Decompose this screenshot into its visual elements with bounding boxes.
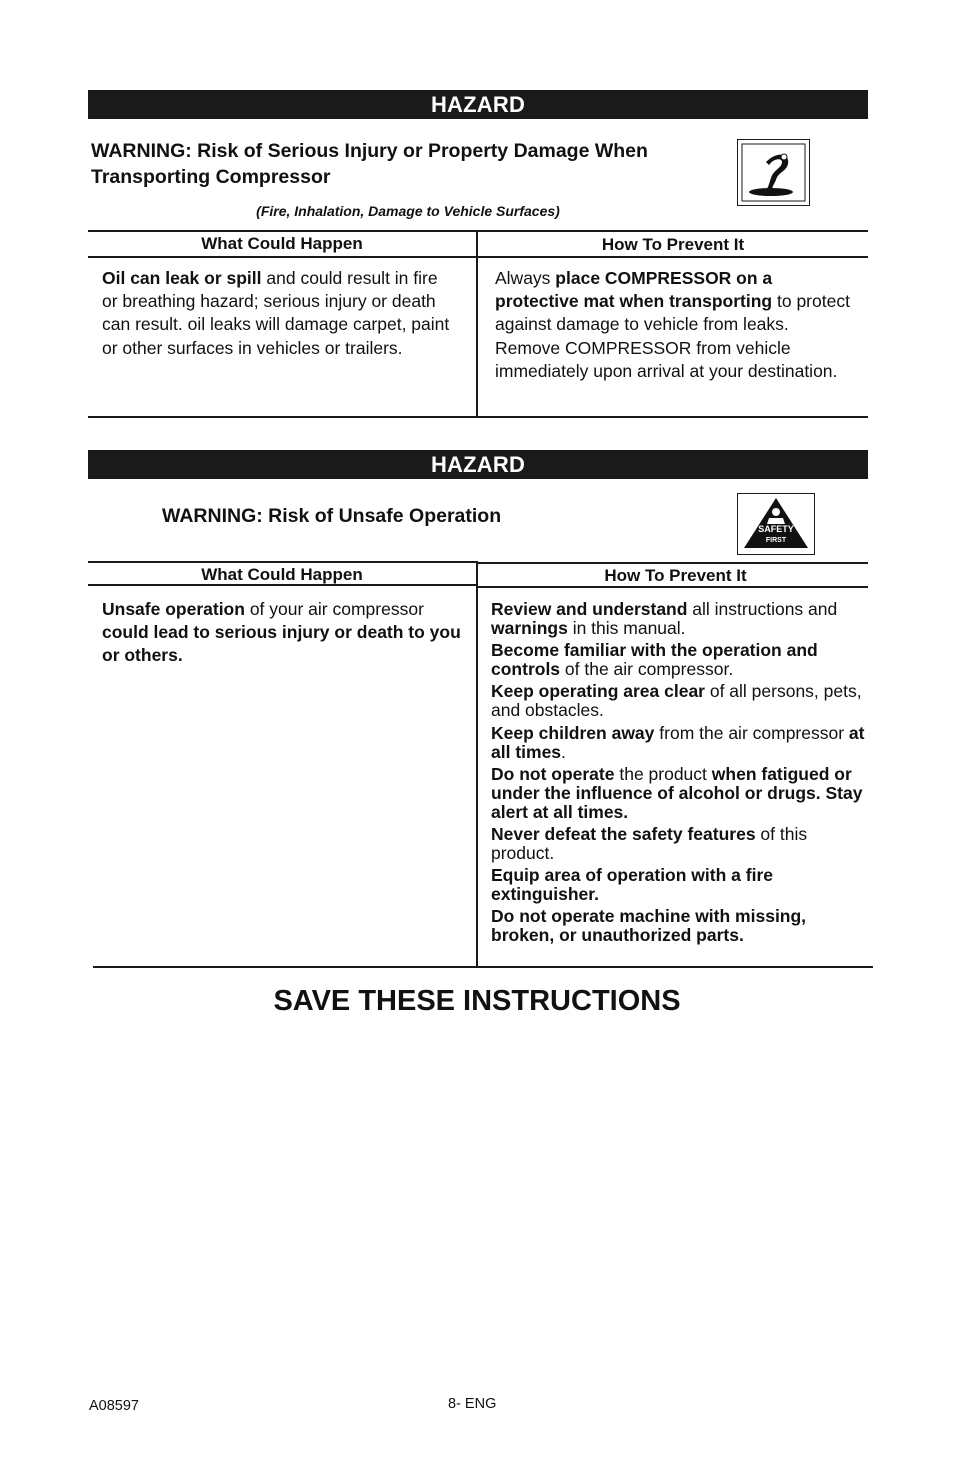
prevention-item-4-run-1: the product — [614, 763, 712, 784]
prevention-item — [491, 765, 866, 822]
table2-what-text-run-1: of your air compressor — [244, 599, 424, 619]
save-instructions-heading: SAVE THESE INSTRUCTIONS — [273, 985, 681, 1017]
prevention-item-1-run-0: Become familiar with the operation and controls — [491, 640, 818, 680]
safety-icon-text-1: SAFETY — [758, 524, 794, 534]
prevention-item — [491, 724, 866, 762]
table2-divider — [476, 561, 478, 968]
oil-spill-icon — [737, 139, 810, 206]
prevention-item — [491, 907, 866, 945]
hazard-subnote-1: (Fire, Inhalation, Damage to Vehicle Surfaces) — [256, 203, 560, 219]
table1-how-text-run-2: to protect against damage to vehicle from leaks. Remove COMPRESSOR from vehicle immediately upon arrival at your destination. — [495, 291, 850, 381]
table2-what-text-run-0: Unsafe operation — [102, 599, 245, 619]
prevention-item-5-run-0: Never defeat the safety features — [491, 823, 756, 844]
prevention-item-3-run-3: . — [561, 741, 566, 762]
table1-top-rule — [88, 230, 868, 232]
table2-how-list — [491, 600, 866, 949]
prevention-item — [491, 600, 866, 638]
warning-heading-1-line1: WARNING: Risk of Serious Injury or Property Damage When — [91, 140, 648, 162]
table1-head-rule — [88, 256, 868, 258]
prevention-item — [491, 825, 866, 863]
safety-icon-text-2: FIRST — [765, 537, 787, 544]
table1-col-what: What Could Happen — [201, 234, 363, 253]
prevention-item-4-run-0: Do not operate — [491, 763, 615, 784]
table2-head-rule-left — [88, 584, 478, 586]
prevention-item-3-run-2: at all times — [491, 722, 865, 762]
table2-top-rule-right — [478, 562, 868, 564]
prevention-item — [491, 682, 866, 720]
table1-col-how: How To Prevent It — [601, 235, 745, 254]
table2-what-text — [102, 599, 461, 665]
prevention-item-0-run-3: in this manual. — [567, 618, 686, 638]
prevention-item-2-run-1: of all persons, pets, and obstacles. — [491, 681, 862, 721]
hazard-banner-2: HAZARD — [88, 450, 868, 479]
table2-col-what: What Could Happen — [201, 565, 363, 584]
prevention-item-7-run-0: Do not operate machine with missing, broken, or unauthorized parts. — [491, 906, 807, 946]
table1-what-cell — [102, 267, 452, 360]
prevention-item-1-run-1: of the air compressor. — [560, 659, 734, 680]
prevention-item-5-run-1: of this product. — [491, 823, 808, 863]
warning-heading-1 — [91, 138, 731, 190]
prevention-item-3-run-1: from the air compressor — [654, 722, 849, 743]
table2-head-rule-right — [478, 586, 868, 588]
table1-how-text — [495, 268, 850, 381]
prevention-item-0-run-2: warnings — [491, 618, 568, 638]
table1-divider — [476, 230, 478, 418]
prevention-item-2-run-0: Keep operating area clear — [491, 681, 705, 702]
hazard-banner-1: HAZARD — [88, 90, 868, 119]
table1-what-text — [102, 268, 449, 358]
prevention-item — [491, 866, 866, 904]
table1-how-text-run-0: Always — [495, 268, 556, 288]
table2-top-rule-left — [88, 561, 478, 563]
table1-how-text-run-1: place COMPRESSOR on a protective mat when transporting — [495, 268, 773, 312]
warning-heading-2: WARNING: Risk of Unsafe Operation — [162, 505, 502, 527]
table2-what-cell — [102, 598, 467, 668]
table2-bottom-rule — [93, 966, 873, 968]
prevention-item-6-run-0: Equip area of operation with a fire extinguisher. — [491, 865, 773, 905]
prevention-item-0-run-0: Review and understand — [491, 599, 688, 619]
table1-what-text-run-1: and could result in fire or breathing hazard; serious injury or death can result. oil leaks will damage carpet, paint or other surfaces in vehicles or trailers. — [102, 268, 450, 358]
prevention-item-0-run-1: all instructions and — [687, 599, 838, 619]
safety-first-icon — [737, 493, 815, 555]
table1-what-text-run-0: Oil can leak or spill — [102, 268, 262, 288]
warning-heading-1-line2: Transporting Compressor — [91, 166, 331, 188]
table1-bottom-rule — [88, 416, 868, 418]
document-code: A08597 — [89, 1398, 139, 1414]
table1-how-cell — [495, 267, 853, 383]
prevention-item-3-run-0: Keep children away — [491, 722, 655, 743]
table2-col-how: How To Prevent It — [604, 566, 747, 585]
page-number: 8- ENG — [448, 1396, 497, 1412]
table2-what-text-run-2: could lead to serious injury or death to you or others. — [102, 622, 461, 666]
prevention-item — [491, 641, 866, 679]
prevention-item-4-run-2: when fatigued or under the influence of alcohol or drugs. Stay alert at all times. — [491, 763, 863, 822]
